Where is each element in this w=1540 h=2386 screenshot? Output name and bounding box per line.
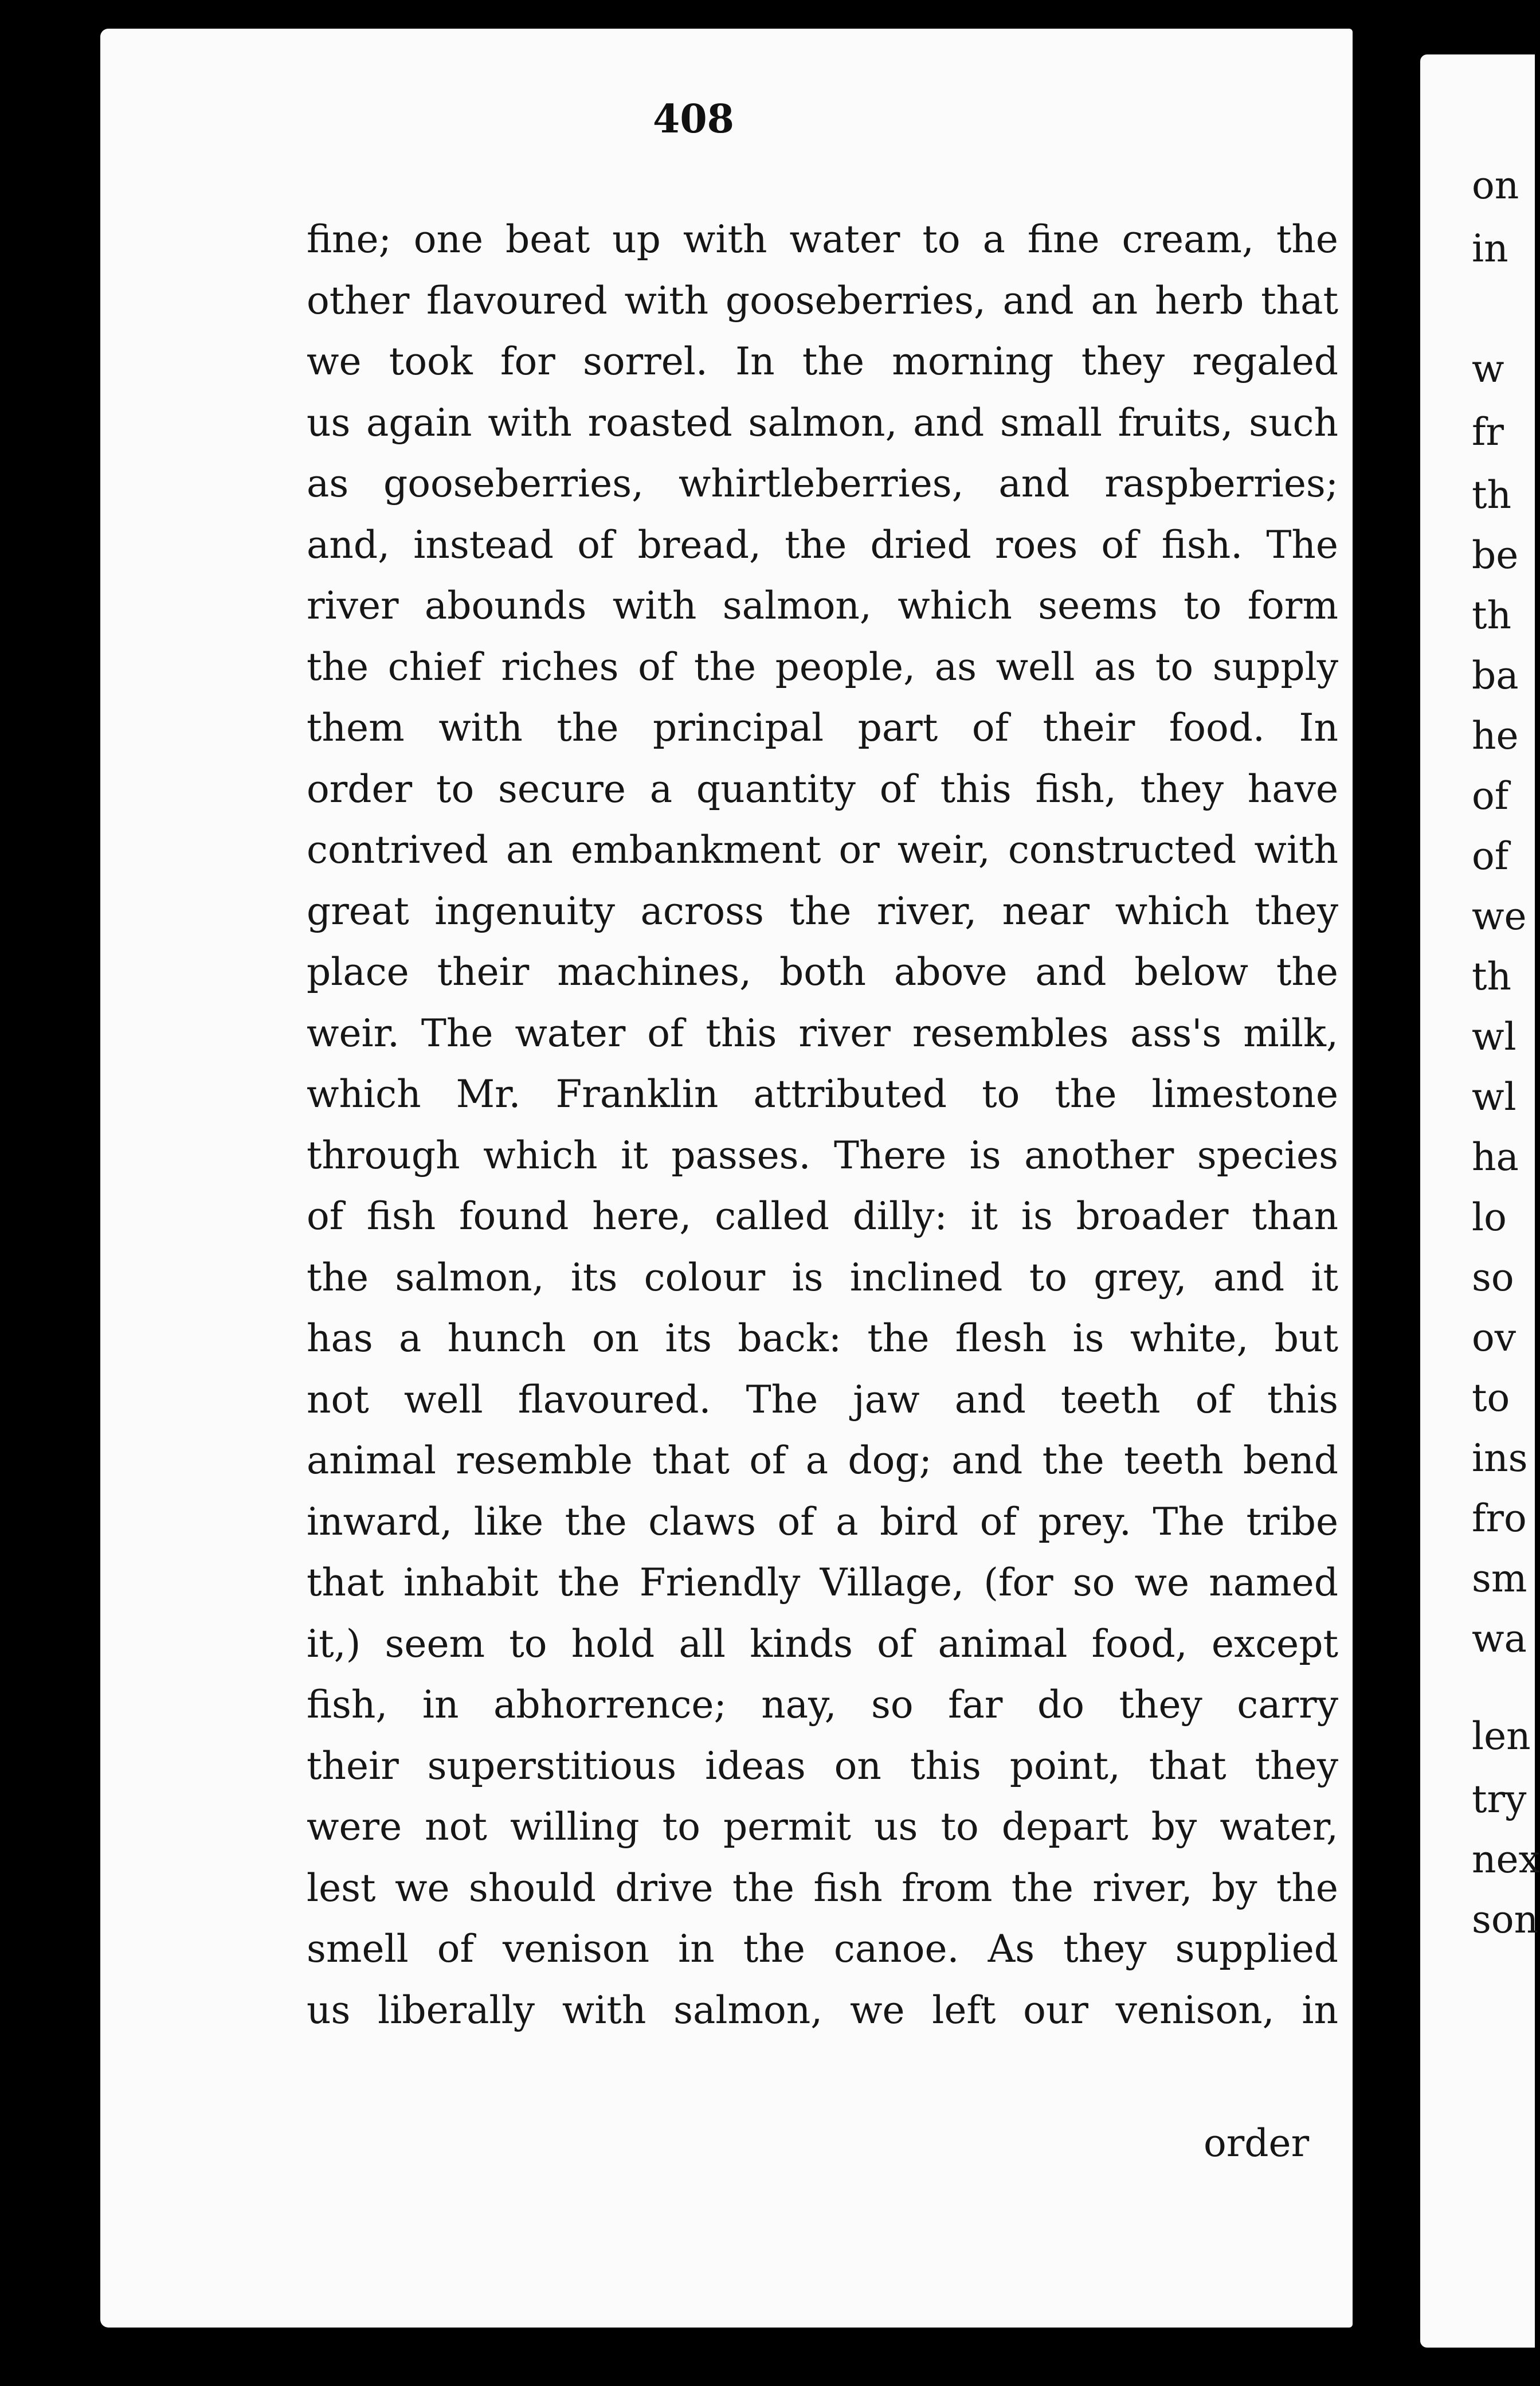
text-line: us again with roasted salmon, and small fruits, such — [307, 400, 1338, 445]
text-line: and, instead of bread, the dried roes of fish. The — [307, 522, 1338, 567]
adjacent-text-fragment: w — [1472, 347, 1504, 391]
text-line: fine; one beat up with water to a fine cream, the — [307, 217, 1338, 261]
adjacent-text-fragment: on — [1472, 163, 1519, 208]
text-line: which Mr. Franklin attributed to the limestone — [307, 1072, 1338, 1116]
text-line: inward, like the claws of a bird of prey. The tribe — [307, 1499, 1338, 1544]
adjacent-text-fragment: of — [1472, 834, 1509, 878]
text-line: animal resemble that of a dog; and the teeth bend — [307, 1438, 1338, 1483]
text-line: it,) seem to hold all kinds of animal food, except — [307, 1621, 1338, 1666]
adjacent-page-edge — [1420, 54, 1540, 2348]
text-line: great ingenuity across the river, near which they — [307, 889, 1338, 933]
adjacent-text-fragment: th — [1472, 955, 1512, 999]
adjacent-text-fragment: wl — [1472, 1075, 1517, 1119]
adjacent-text-fragment: we — [1472, 894, 1527, 938]
adjacent-text-fragment: ov — [1472, 1316, 1517, 1360]
page-body-text — [307, 209, 1338, 2041]
text-line: fish, in abhorrence; nay, so far do they carry — [307, 1683, 1338, 1727]
text-line: river abounds with salmon, which seems to form — [307, 584, 1338, 628]
text-line: their superstitious ideas on this point, that they — [307, 1743, 1338, 1788]
adjacent-text-fragment: ins — [1472, 1436, 1528, 1480]
adjacent-text-fragment: of — [1472, 774, 1509, 818]
adjacent-text-fragment: nex — [1472, 1837, 1540, 1882]
text-line: other flavoured with gooseberries, and an herb that — [307, 278, 1338, 323]
adjacent-text-fragment: try — [1472, 1777, 1527, 1821]
catchword: order — [1204, 2121, 1310, 2165]
adjacent-text-fragment: be — [1472, 533, 1519, 577]
adjacent-text-fragment: th — [1472, 593, 1512, 637]
text-line: were not willing to permit us to depart by water, — [307, 1805, 1338, 1849]
text-line: contrived an embankment or weir, constructed with — [307, 828, 1338, 872]
text-line: place their machines, both above and below the — [307, 950, 1338, 994]
text-line: not well flavoured. The jaw and teeth of this — [307, 1377, 1338, 1422]
text-line: we took for sorrel. In the morning they regaled — [307, 339, 1338, 384]
text-line: weir. The water of this river resembles ass's milk, — [307, 1011, 1338, 1055]
page-number: 408 — [653, 96, 734, 142]
text-line: has a hunch on its back: the flesh is white, but — [307, 1316, 1338, 1360]
adjacent-text-fragment: lo — [1472, 1195, 1507, 1239]
adjacent-text-fragment: th — [1472, 473, 1512, 517]
text-line: that inhabit the Friendly Village, (for so we named — [307, 1560, 1338, 1605]
text-line: the salmon, its colour is inclined to grey, and it — [307, 1255, 1338, 1300]
adjacent-text-fragment: so — [1472, 1255, 1514, 1300]
adjacent-text-fragment: wa — [1472, 1617, 1527, 1661]
adjacent-text-fragment: wl — [1472, 1015, 1517, 1059]
adjacent-text-fragment: ha — [1472, 1135, 1519, 1179]
text-line: lest we should drive the fish from the river, by the — [307, 1865, 1338, 1910]
text-line: of fish found here, called dilly: it is broader than — [307, 1194, 1338, 1238]
text-line: the chief riches of the people, as well as to supply — [307, 644, 1338, 689]
text-line: us liberally with salmon, we left our venison, in — [307, 1988, 1338, 2032]
text-line: through which it passes. There is another species — [307, 1133, 1338, 1178]
adjacent-text-fragment: fro — [1472, 1496, 1527, 1540]
adjacent-text-fragment: sm — [1472, 1556, 1527, 1601]
text-line: as gooseberries, whirtleberries, and raspberries; — [307, 461, 1338, 506]
adjacent-text-fragment: len — [1472, 1714, 1531, 1758]
adjacent-text-fragment: to — [1472, 1376, 1510, 1420]
text-line: them with the principal part of their food. In — [307, 706, 1338, 750]
text-line: order to secure a quantity of this fish, they have — [307, 766, 1338, 811]
adjacent-text-fragment: ba — [1472, 654, 1519, 698]
adjacent-text-fragment: he — [1472, 714, 1519, 758]
adjacent-text-fragment: fr — [1472, 410, 1504, 454]
adjacent-text-fragment: in — [1472, 226, 1508, 271]
adjacent-text-fragment: son — [1472, 1898, 1539, 1942]
text-line: smell of venison in the canoe. As they supplied — [307, 1927, 1338, 1971]
